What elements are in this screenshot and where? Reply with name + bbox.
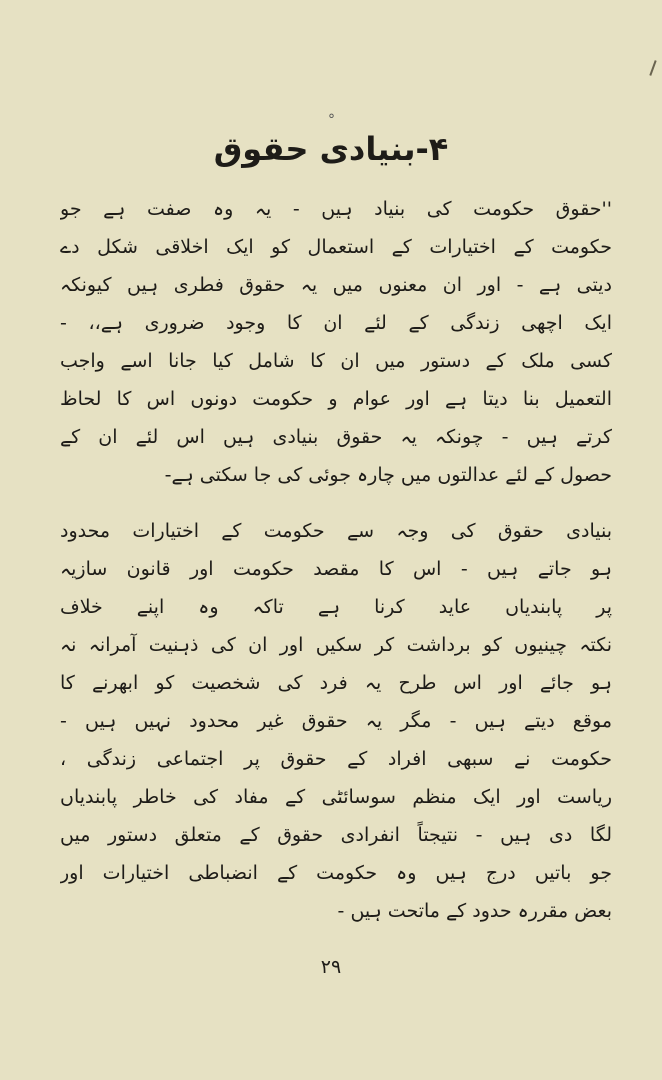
text-line: حکومت نے سبھی افراد کے حقوق پر اجتماعی زندگی ،	[60, 748, 612, 770]
text-line: ہو جاتے ہیں - اس کا مقصد حکومت اور قانون سازیہ	[60, 558, 612, 580]
text-line: حکومت کے اختیارات کے استعمال کو ایک اخلاقی شکل دے	[60, 236, 612, 258]
text-line: کرتے ہیں - چونکہ یہ حقوق بنیادی ہیں اس لئے ان کے	[60, 426, 612, 448]
paragraph-1	[60, 190, 612, 494]
text-line: دیتی ہے - اور ان معنوں میں یہ حقوق فطری ہیں کیونکہ	[60, 274, 612, 296]
text-line: ہو جائے اور اس طرح یہ فرد کی شخصیت کو ابھرنے کا	[60, 672, 612, 694]
text-line: جو باتیں درج ہیں وہ حکومت کے انضباطی اختیارات اور	[60, 862, 612, 884]
text-line: ایک اچھی زندگی کے لئے ان کا وجود ضروری ہے،، -	[60, 312, 612, 334]
text-line: کسی ملک کے دستور میں ان کا شامل کیا جانا اسے واجب	[60, 350, 612, 372]
text-line: بعض مقررہ حدود کے ماتحت ہیں -	[337, 900, 612, 922]
page-edge-mark	[649, 60, 656, 76]
text-line: نکتہ چینیوں کو برداشت کر سکیں اور ان کی ذہنیت آمرانہ نہ	[60, 634, 612, 656]
text-line: بنیادی حقوق کی وجہ سے حکومت کے اختیارات محدود	[60, 520, 612, 542]
paragraph-2	[60, 512, 612, 930]
text-line: پر پابندیاں عاید کرنا ہے تاکہ وہ اپنے خلاف	[60, 596, 612, 618]
text-line: موقع دیتے ہیں - مگر یہ حقوق غیر محدود نہیں ہیں -	[60, 710, 612, 732]
text-line: ''حقوق حکومت کی بنیاد ہیں - یہ وہ صفت ہے جو	[60, 198, 612, 220]
chapter-title: ۴-بنیادی حقوق	[213, 130, 449, 168]
text-line: التعمیل بنا دیتا ہے اور عوام و حکومت دونوں اس کا لحاظ	[60, 388, 612, 410]
page-number: ۲۹	[320, 956, 342, 978]
ornament-dot: °	[328, 112, 335, 128]
text-line: حصول کے لئے عدالتوں میں چارہ جوئی کی جا سکتی ہے-	[164, 464, 612, 486]
text-line: لگا دی ہیں - نتیجتاً انفرادی حقوق کے متعلق دستور میں	[60, 824, 612, 846]
text-line: ریاست اور ایک منظم سوسائٹی کے مفاد کی خاطر پابندیاں	[60, 786, 612, 808]
